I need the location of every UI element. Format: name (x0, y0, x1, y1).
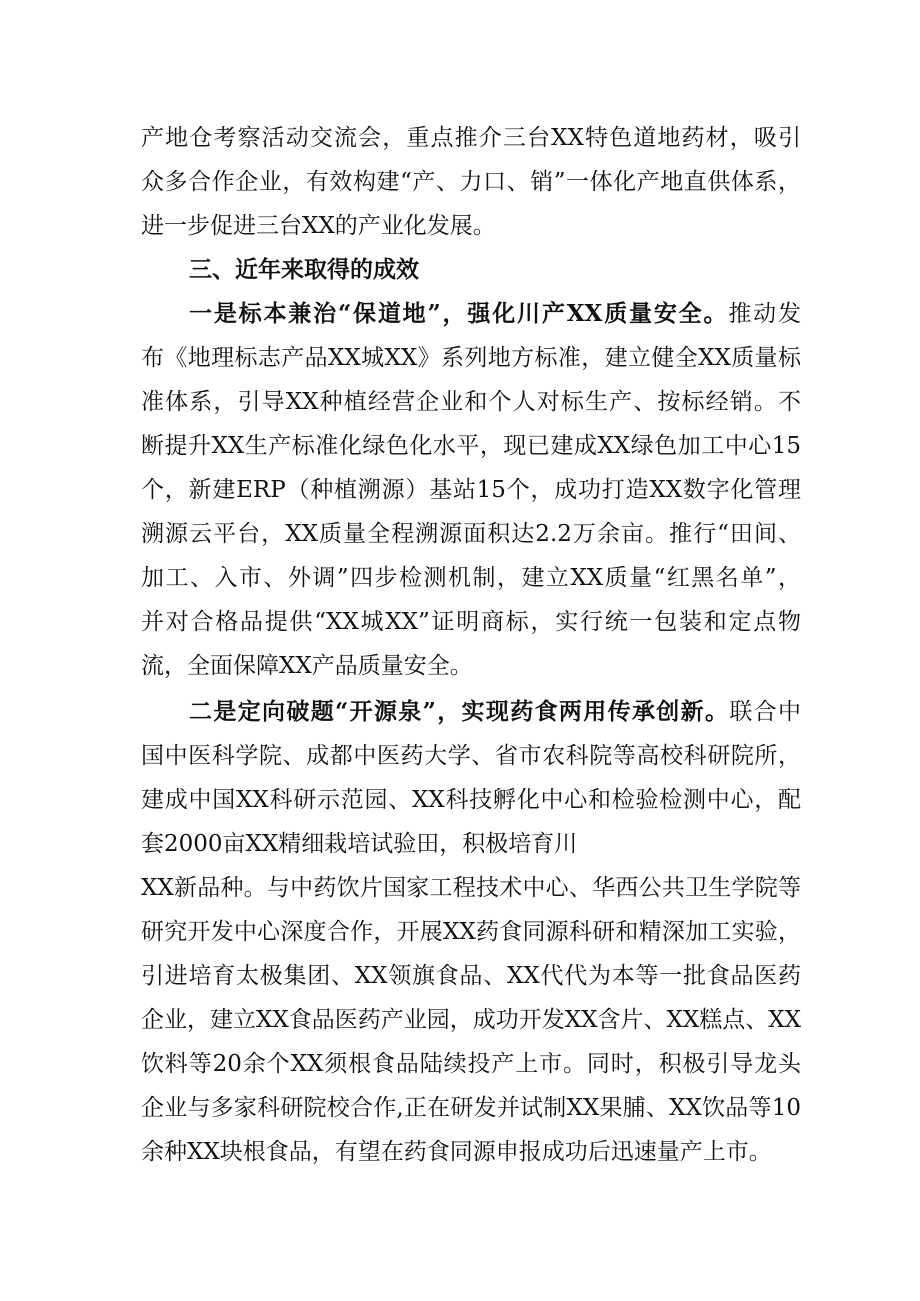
paragraph2-line: 国中医科学院、成都中医药大学、省市农科院等高校科研院所， (141, 743, 801, 769)
paragraph1-line: 布《地理标志产品XX城XX》系列地方标准，建立健全XX质量标 (141, 345, 801, 371)
paragraph1-line: 并对合格品提供“XX城XX”证明商标，实行统一包装和定点物 (141, 609, 801, 635)
paragraph1-lead-bold: 一是标本兼治“保道地”，强化川产XX质量安全。 (189, 300, 729, 327)
paragraph1-line: 溯源云平台，XX质量全程溯源面积达2.2万余亩。推行“田间、 (141, 521, 801, 547)
paragraph1-lead-rest: 推动发 (728, 301, 801, 327)
paragraph1-line: 个，新建ERP（种植溯源）基站15个，成功打造XX数字化管理 (141, 477, 801, 503)
paragraph1-first-line (189, 292, 801, 336)
paragraph2-line: 研究开发中心深度合作，开展XX药食同源科研和精深加工实验， (141, 919, 801, 945)
paragraph1-line: 加工、入市、外调”四步检测机制，建立XX质量“红黑名单”， (141, 565, 801, 591)
paragraph2-line: 建成中国XX科研示范园、XX科技孵化中心和检验检测中心，配 (141, 787, 801, 813)
paragraph1-line: 准体系，引导XX种植经营企业和个人对标生产、按标经销。不 (141, 389, 801, 415)
paragraph2-line: 套2000亩XX精细栽培试验田，积极培育川 (141, 831, 578, 857)
paragraph2-lead-rest: 联合中 (729, 699, 801, 725)
intro-line-1: 产地仓考察活动交流会，重点推介三台XX特色道地药材，吸引 (141, 125, 801, 151)
intro-line-3: 进一步促进三台XX的产业化发展。 (141, 213, 496, 239)
paragraph2-line: 企业，建立XX食品医药产业园，成功开发XX含片、XX糕点、XX (141, 1007, 801, 1033)
paragraph2-lead-bold: 二是定向破题“开源泉”，实现药食两用传承创新。 (189, 698, 730, 725)
paragraph2-line: 企业与多家科研院校合作,正在研发并试制XX果脯、XX饮品等10 (141, 1095, 801, 1121)
section-heading: 三、近年来取得的成效 (189, 257, 419, 283)
intro-line-2: 众多合作企业，有效构建“产、力口、销”一体化产地直供体系， (141, 169, 801, 195)
paragraph2-line: 引进培育太极集团、XX领旗食品、XX代代为本等一批食品医药 (141, 963, 801, 989)
paragraph2-line: XX新品种。与中药饮片国家工程技术中心、华西公共卫生学院等 (141, 875, 801, 901)
paragraph1-line: 流，全面保障XX产品质量安全。 (141, 653, 473, 679)
paragraph2-line: 余种XX块根食品，有望在药食同源申报成功后迅速量产上市。 (141, 1139, 772, 1165)
paragraph2-line: 饮料等20余个XX须根食品陆续投产上市。同时，积极引导龙头 (141, 1051, 801, 1077)
paragraph1-line: 断提升XX生产标准化绿色化水平，现已建成XX绿色加工中心15 (141, 433, 801, 459)
paragraph2-first-line (189, 690, 801, 734)
